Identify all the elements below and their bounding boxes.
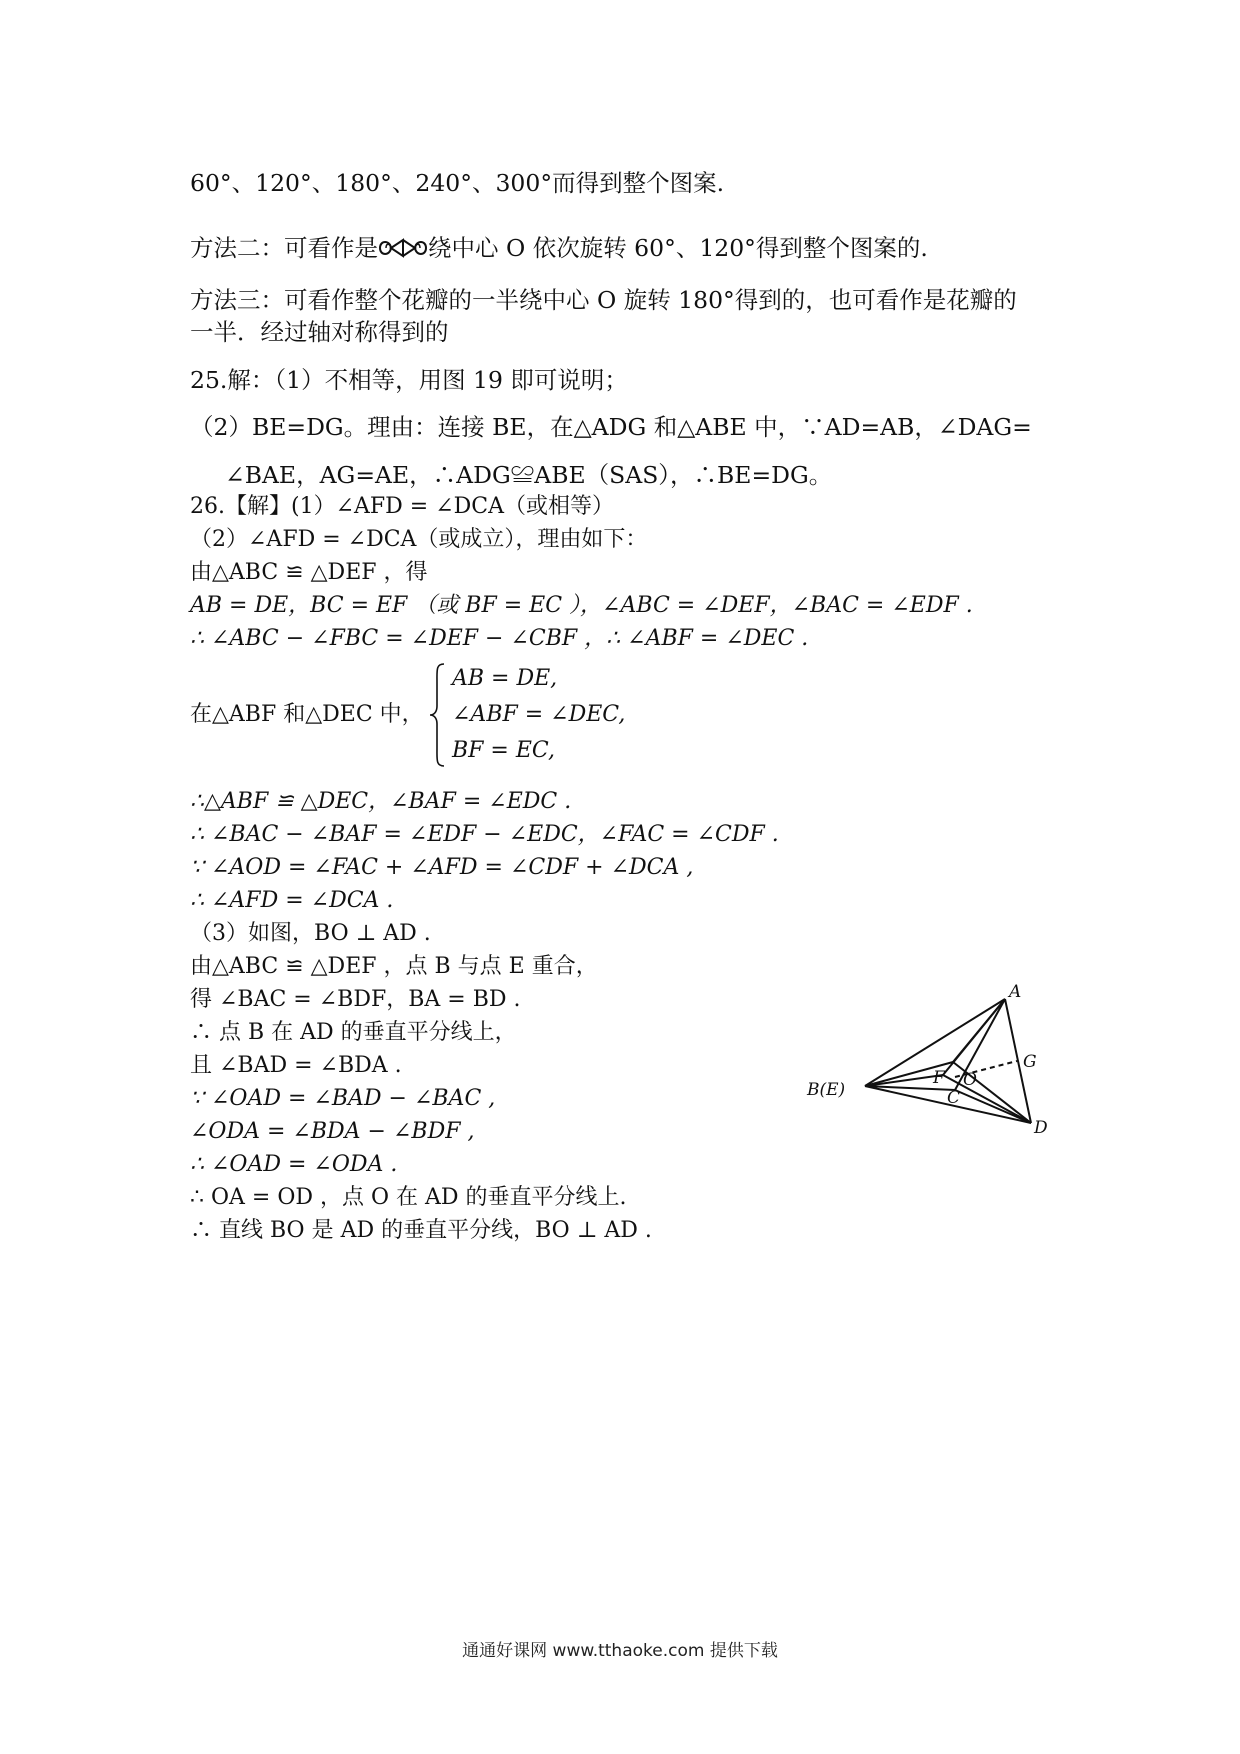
segment-BF — [865, 1075, 943, 1086]
text-line: 25.解：（1）不相等，用图 19 即可说明； — [190, 366, 628, 394]
text-line: 一半．经过轴对称得到的 — [190, 318, 449, 346]
text-line: （2）BE=DG。理由：连接 BE，在△ADG 和△ABE 中，∵AD=AB，∠DAG= — [190, 413, 1032, 441]
segment-inner-A — [953, 999, 1005, 1062]
label-D: D — [1034, 1118, 1048, 1135]
method-two-prefix: 方法二：可看作是 — [190, 234, 378, 262]
text-line: ∴ ∠ABC − ∠FBC = ∠DEF − ∠CBF ，∴ ∠ABF = ∠DEC . — [190, 626, 809, 651]
brace-label: 在△ABF 和△DEC 中， — [190, 702, 424, 727]
text-line: ∴ OA = OD ，点 O 在 AD 的垂直平分线上. — [190, 1185, 627, 1210]
condition-1: AB = DE, — [452, 666, 558, 691]
page-footer: 通通好课网 www.tthaoke.com 提供下载 — [462, 1641, 778, 1661]
segment-DC — [955, 1090, 1031, 1123]
label-G: G — [1023, 1052, 1037, 1072]
text-line: （2）∠AFD = ∠DCA（或成立），理由如下： — [190, 527, 648, 552]
left-brace-icon — [428, 662, 448, 768]
text-line: 得 ∠BAC = ∠BDF，BA = BD . — [190, 987, 521, 1012]
text-line: 方法三：可看作整个花瓣的一半绕中心 O 旋转 180°得到的，也可看作是花瓣的 — [190, 286, 1017, 314]
text-line: （3）如图，BO ⊥ AD . — [190, 921, 431, 946]
text-line: 26.【解】(1）∠AFD = ∠DCA（或相等） — [190, 494, 615, 519]
condition-3: BF = EC, — [452, 738, 555, 763]
text-line: ∵ ∠OAD = ∠BAD − ∠BAC , — [190, 1086, 496, 1111]
condition-2: ∠ABF = ∠DEC, — [452, 702, 626, 727]
label-BE: B(E) — [807, 1080, 846, 1100]
label-C: C — [947, 1088, 961, 1108]
method-two-line — [190, 233, 928, 266]
text-line: ∴ ∠OAD = ∠ODA . — [190, 1152, 398, 1177]
label-F: F — [933, 1068, 945, 1088]
system-of-conditions — [190, 662, 710, 768]
text-line: 且 ∠BAD = ∠BDA . — [190, 1053, 402, 1078]
text-line: 由△ABC ≌ △DEF ，点 B 与点 E 重合， — [190, 954, 598, 979]
text-line: ∴ 点 B 在 AD 的垂直平分线上， — [190, 1020, 517, 1045]
text-line: 由△ABC ≌ △DEF ，得 — [190, 560, 428, 585]
text-line: ∴△ABF ≌ △DEC，∠BAF = ∠EDC . — [190, 789, 572, 814]
text-line: AB = DE，BC = EF （或 BF = EC ），∠ABC = ∠DEF，∠BAC = ∠EDF . — [190, 593, 973, 618]
text-line: ∴ ∠AFD = ∠DCA . — [190, 888, 394, 913]
text-line: ∴ 直线 BO 是 AD 的垂直平分线，BO ⊥ AD . — [190, 1218, 652, 1243]
text-line: ∠ODA = ∠BDA − ∠BDF , — [190, 1119, 475, 1144]
text-line: ∴ ∠BAC − ∠BAF = ∠EDF − ∠EDC，∠FAC = ∠CDF . — [190, 822, 779, 847]
label-A: A — [1009, 982, 1022, 1002]
label-O: O — [963, 1070, 977, 1090]
text-line: ∠BAE，AG=AE，∴ADG≌ABE（SAS），∴BE=DG。 — [225, 461, 833, 489]
text-line: 60°、120°、180°、240°、300°而得到整个图案. — [190, 169, 725, 197]
geometry-figure — [805, 975, 1065, 1135]
text-line: ∵ ∠AOD = ∠FAC + ∠AFD = ∠CDF + ∠DCA , — [190, 855, 694, 880]
method-two-suffix: 绕中心 O 依次旋转 60°、120°得到整个图案的. — [428, 234, 928, 262]
petal-pair-icon — [378, 236, 428, 266]
